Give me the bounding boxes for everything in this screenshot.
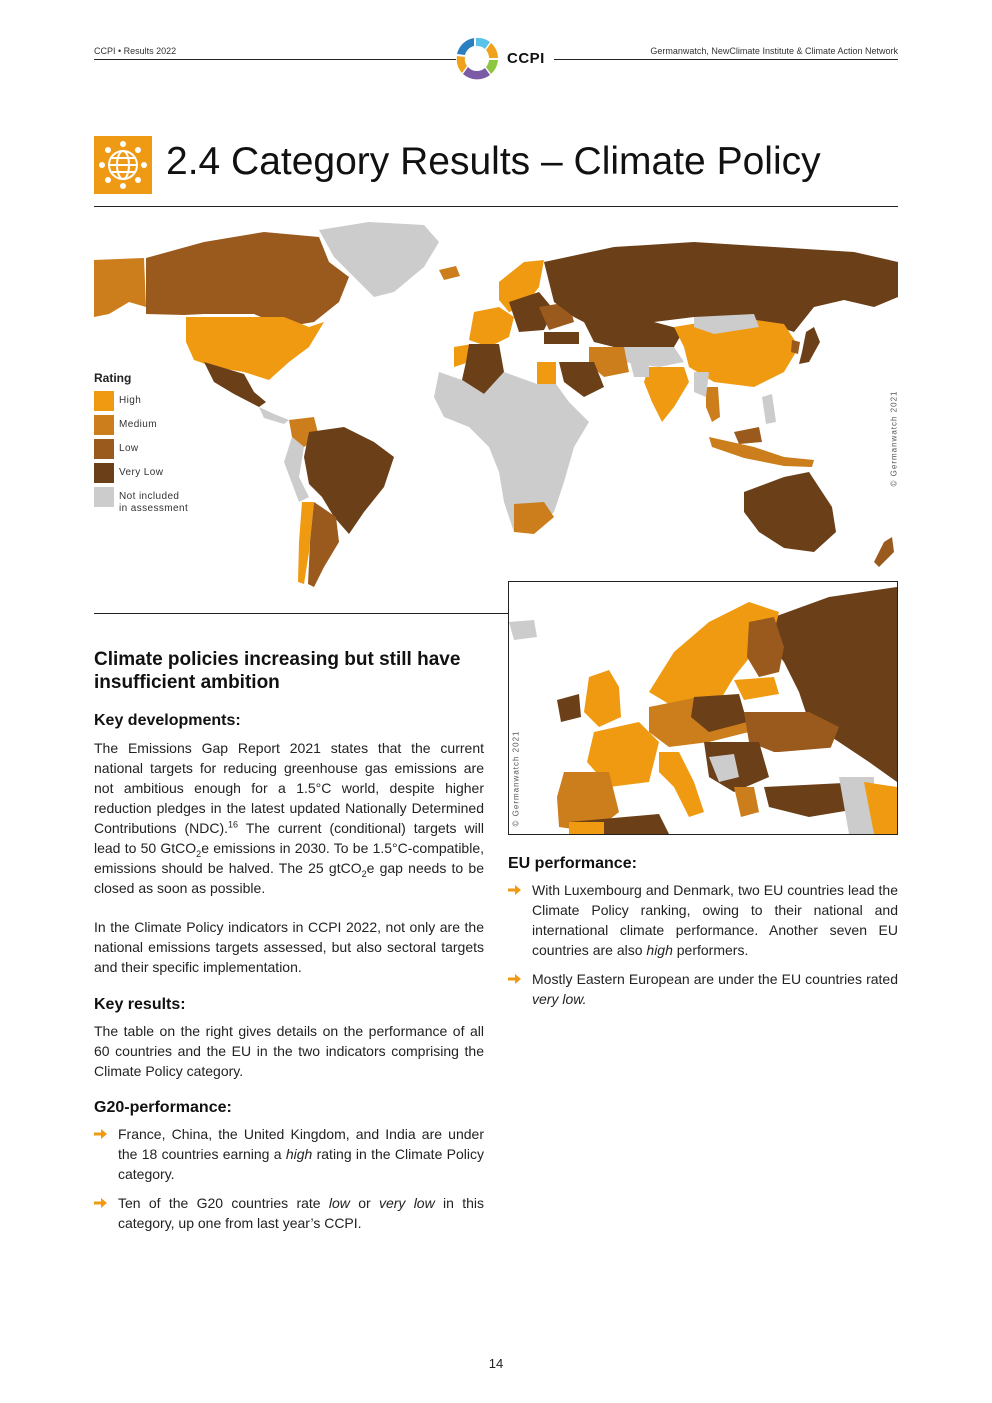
map-alaska — [94, 258, 146, 317]
g20-heading: G20-performance: — [94, 1099, 232, 1116]
legend-item — [94, 439, 244, 463]
eu-map-black-sea — [779, 747, 844, 777]
map-japan — [799, 327, 820, 364]
key-developments-heading: Key developments: — [94, 712, 241, 729]
legend-label: Very Low — [119, 467, 164, 478]
page-title: 2.4 Category Results – Climate Policy — [166, 140, 821, 183]
map-new-zealand — [874, 537, 894, 567]
eu-map-ireland — [557, 694, 581, 722]
header-rule-left — [94, 59, 456, 60]
eu-map-greece — [734, 787, 759, 817]
legend-item — [94, 463, 244, 487]
arrow-right-icon — [94, 1128, 108, 1140]
legend-swatch — [94, 415, 114, 435]
key-results-paragraph: The table on the right gives details on the performance of all 60 countries and the EU in the two indicators comprising the Climate Policy category. — [94, 1023, 484, 1079]
map-philippines — [762, 394, 776, 424]
key-developments-paragraph-1: The Emissions Gap Report 2021 states that the current national targets for reducing greenhouse gas emissions are not ambitious enough for a 1.5°C world, despite higher reduction pledges in the latest updated Nationally Determined Contributions (NDC).$^{16}$ The current (conditional) targets will lead to 50 GtCO$_2$e emissions in 2030. To be 1.5°C-compatible, emissions should be halved. The 25 gtCO$_2$e gap needs to be closed as soon as possible. — [94, 740, 485, 896]
page-number: 14 — [488, 1356, 504, 1371]
legend-swatch — [94, 463, 114, 483]
legend-item — [94, 487, 244, 514]
map-iceland — [439, 266, 460, 280]
key-developments-paragraph-2: In the Climate Policy indicators in CCPI 2022, not only are the national emissions targets assessed, but also sectoral targets and their specific implementation. — [94, 919, 484, 975]
map-korea — [791, 340, 800, 354]
eu-map-italy — [659, 752, 704, 817]
map-south-america-grey — [284, 437, 309, 502]
legend-label: Medium — [119, 419, 157, 430]
map-legend — [94, 371, 244, 514]
g20-bullet-1: France, China, the United Kingdom, and India are under the 18 countries earning a high rating in the Climate Policy category. — [94, 1124, 484, 1184]
g20-bullet-list — [94, 1124, 484, 1242]
legend-item — [94, 415, 244, 439]
globe-gears-icon — [94, 136, 152, 194]
eu-bullet-1: With Luxembourg and Denmark, two EU countries lead the Climate Policy ranking, owing to their national and international climate performance. Another seven EU countries are also high performers. — [508, 880, 898, 960]
legend-label: Not included in assessment — [119, 491, 189, 514]
eu-map-morocco — [569, 822, 604, 834]
europe-map — [508, 581, 898, 835]
eu-map-iceland — [509, 620, 537, 640]
map-egypt — [537, 362, 556, 384]
legend-label: High — [119, 395, 142, 406]
map-australia — [744, 472, 836, 552]
eu-map-uk — [584, 670, 621, 727]
map-canada — [146, 232, 349, 327]
arrow-right-icon — [508, 973, 522, 985]
map-thailand — [706, 387, 720, 422]
eu-performance-heading: EU performance: — [508, 855, 637, 872]
key-results-heading: Key results: — [94, 996, 186, 1013]
logo-wordmark: CCPI — [507, 50, 545, 67]
map-africa-grey — [434, 372, 589, 532]
legend-title: Rating — [94, 371, 132, 385]
world-map-copyright: © Germanwatch 2021 — [889, 390, 899, 487]
map-india — [644, 367, 689, 422]
eu-bullet-list — [508, 880, 898, 1018]
g20-bullet-2: Ten of the G20 countries rate low or very low in this category, up one from last year’s CCPI. — [94, 1193, 484, 1233]
running-header-right: Germanwatch, NewClimate Institute & Climate Action Network — [650, 46, 898, 56]
legend-swatch — [94, 487, 114, 507]
europe-map-copyright: © Germanwatch 2021 — [511, 730, 521, 827]
title-rule — [94, 206, 898, 207]
map-pakistan — [629, 357, 649, 377]
legend-item — [94, 391, 244, 415]
map-malaysia — [734, 427, 762, 444]
header-rule-right — [554, 59, 898, 60]
section-rule — [94, 613, 508, 614]
eu-bullet-2: Mostly Eastern European are under the EU countries rated very low. — [508, 969, 898, 1009]
legend-swatch — [94, 391, 114, 411]
arrow-right-icon — [94, 1197, 108, 1209]
running-header-left: CCPI • Results 2022 — [94, 46, 177, 56]
legend-swatch — [94, 439, 114, 459]
arrow-right-icon — [508, 884, 522, 896]
map-central-america — [259, 407, 289, 424]
legend-label: Low — [119, 443, 139, 454]
map-western-europe — [469, 307, 514, 347]
eu-map-baltics — [734, 677, 779, 700]
section-heading: Climate policies increasing but still have insufficient ambition — [94, 649, 461, 693]
map-turkey — [544, 332, 579, 344]
